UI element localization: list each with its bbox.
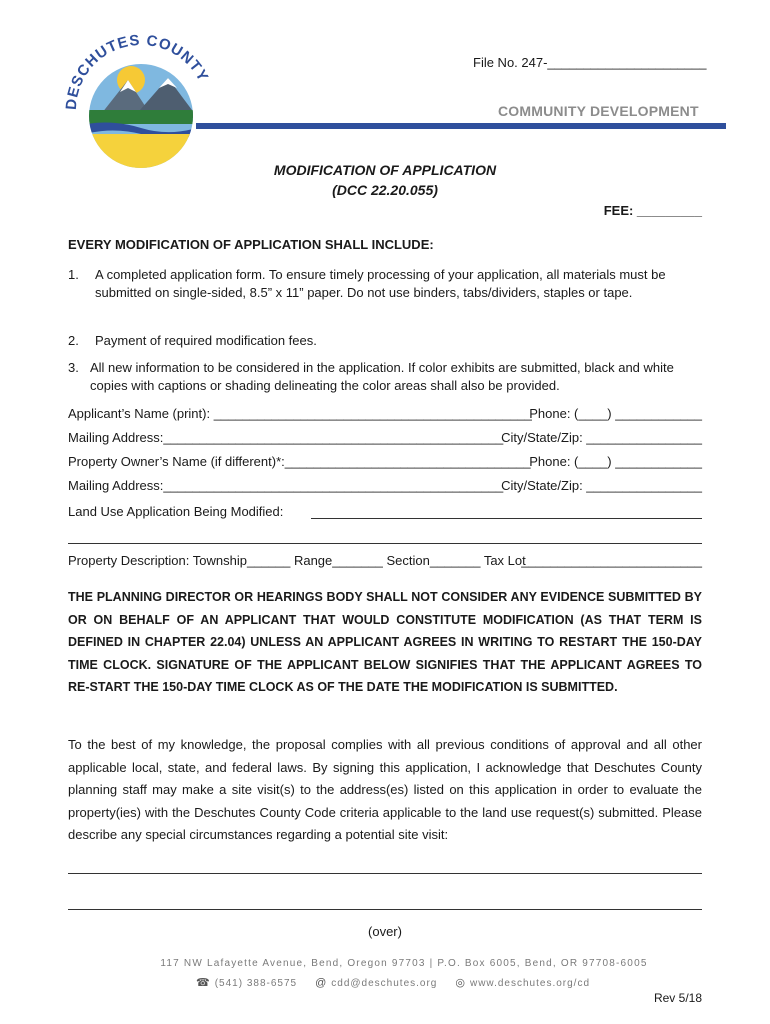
- footer-phone: [196, 976, 297, 989]
- owner-phone-field[interactable]: Phone: (____) ____________: [529, 454, 702, 469]
- requirement-item-3: [68, 359, 702, 395]
- item-number: 3.: [68, 360, 79, 375]
- applicant-phone-field[interactable]: Phone: (____) ____________: [529, 406, 702, 421]
- county-logo: [58, 30, 218, 170]
- item-number: 1.: [68, 267, 79, 282]
- land-use-continuation-line[interactable]: [68, 543, 702, 544]
- land-use-row: [68, 504, 702, 522]
- item-text: A completed application form. To ensure timely processing of your application, all materials must be submitted on single-sided, 8.5” x 11” paper. Do not use binders, tabs/dividers, staples or tape.: [95, 267, 666, 300]
- logo-text: DESCHUTES COUNTY: [62, 31, 212, 111]
- owner-city-state-zip-field[interactable]: City/State/Zip: ________________: [501, 478, 702, 493]
- page-title: [0, 160, 770, 200]
- property-description-field[interactable]: Property Description: Township______ Range_______ Section_______ Tax Lot: [68, 553, 526, 568]
- site-visit-line-1[interactable]: [68, 873, 702, 874]
- owner-row: [68, 454, 702, 472]
- globe-icon: ◎: [455, 977, 466, 989]
- over-indicator: (over): [368, 924, 402, 939]
- footer-address: 117 NW Lafayette Avenue, Bend, Oregon 97703 | P.O. Box 6005, Bend, OR 97708-6005: [160, 958, 648, 969]
- header-rule: [196, 123, 726, 129]
- footer-website-text[interactable]: www.deschutes.org/cd: [469, 978, 591, 989]
- footer-email-text[interactable]: cdd@deschutes.org: [331, 977, 438, 989]
- property-description-row: [68, 553, 702, 571]
- land-use-input-line[interactable]: [311, 518, 702, 519]
- at-icon: @: [315, 976, 328, 989]
- file-number-field[interactable]: File No. 247-______________________: [473, 55, 707, 70]
- owner-name-field[interactable]: Property Owner’s Name (if different)*:__________________________________: [68, 454, 531, 469]
- land-use-label: Land Use Application Being Modified:: [68, 504, 284, 519]
- item-text: Payment of required modification fees.: [95, 333, 317, 348]
- applicant-mailing-address-field[interactable]: Mailing Address:_______________________________________________: [68, 430, 504, 445]
- revision-label: Rev 5/18: [653, 991, 702, 1005]
- item-number: 2.: [68, 333, 79, 348]
- footer-website[interactable]: [455, 976, 590, 989]
- applicant-city-state-zip-field[interactable]: City/State/Zip: ________________: [501, 430, 702, 445]
- modification-notice: THE PLANNING DIRECTOR OR HEARINGS BODY SHALL NOT CONSIDER ANY EVIDENCE SUBMITTED BY OR ON BEHALF OF AN APPLICANT THAT WOULD CONSTITUTE MODIFICATION (AS THAT TERM IS DEFINED IN CHAPTER 22.04) UNLESS AN APPLICANT AGREES IN WRITING TO RESTART THE 150-DAY TIME CLOCK. SIGNATURE OF THE APPLICANT BELOW SIGNIFIES THAT THE APPLICANT AGREES TO RE-START THE 150-DAY TIME CLOCK AS OF THE DATE THE MODIFICATION IS SUBMITTED.: [68, 590, 702, 694]
- site-visit-line-2[interactable]: [68, 909, 702, 910]
- requirements-heading: EVERY MODIFICATION OF APPLICATION SHALL INCLUDE:: [68, 237, 434, 252]
- logo-emblem: [58, 30, 218, 170]
- title-line-2: (DCC 22.20.055): [332, 182, 438, 198]
- applicant-name-field[interactable]: Applicant’s Name (print): ____________________________________________: [68, 406, 532, 421]
- applicant-statement: To the best of my knowledge, the proposal complies with all previous conditions of approval and all other applicable local, state, and federal laws. By signing this application, I acknowledge that Deschutes County planning staff may make a site visit(s) to the address(es) listed on this application in order to evaluate the property(ies) with the Deschutes County Code criteria applicable to the land use request(s) submitted. Please describe any special circumstances regarding a potential site visit:: [68, 737, 702, 842]
- phone-icon: ☎: [196, 977, 211, 989]
- item-text: All new information to be considered in the application. If color exhibits are submitted, black and white copies with captions or shading delineating the color areas shall also be provided.: [90, 360, 674, 393]
- fee-field[interactable]: FEE: _________: [603, 203, 702, 218]
- requirement-item-1: [68, 266, 702, 302]
- applicant-address-row: [68, 430, 702, 448]
- requirement-item-2: [68, 332, 702, 350]
- footer-phone-text: (541) 388-6575: [214, 978, 298, 989]
- department-name: COMMUNITY DEVELOPMENT: [498, 103, 699, 119]
- footer-contacts: [196, 976, 590, 989]
- title-line-1: MODIFICATION OF APPLICATION: [273, 162, 497, 178]
- tax-lot-blank[interactable]: _________________________: [521, 553, 702, 568]
- applicant-row: [68, 406, 702, 424]
- footer-email[interactable]: [315, 977, 437, 989]
- owner-mailing-address-field[interactable]: Mailing Address:_______________________________________________: [68, 478, 504, 493]
- owner-address-row: [68, 478, 702, 496]
